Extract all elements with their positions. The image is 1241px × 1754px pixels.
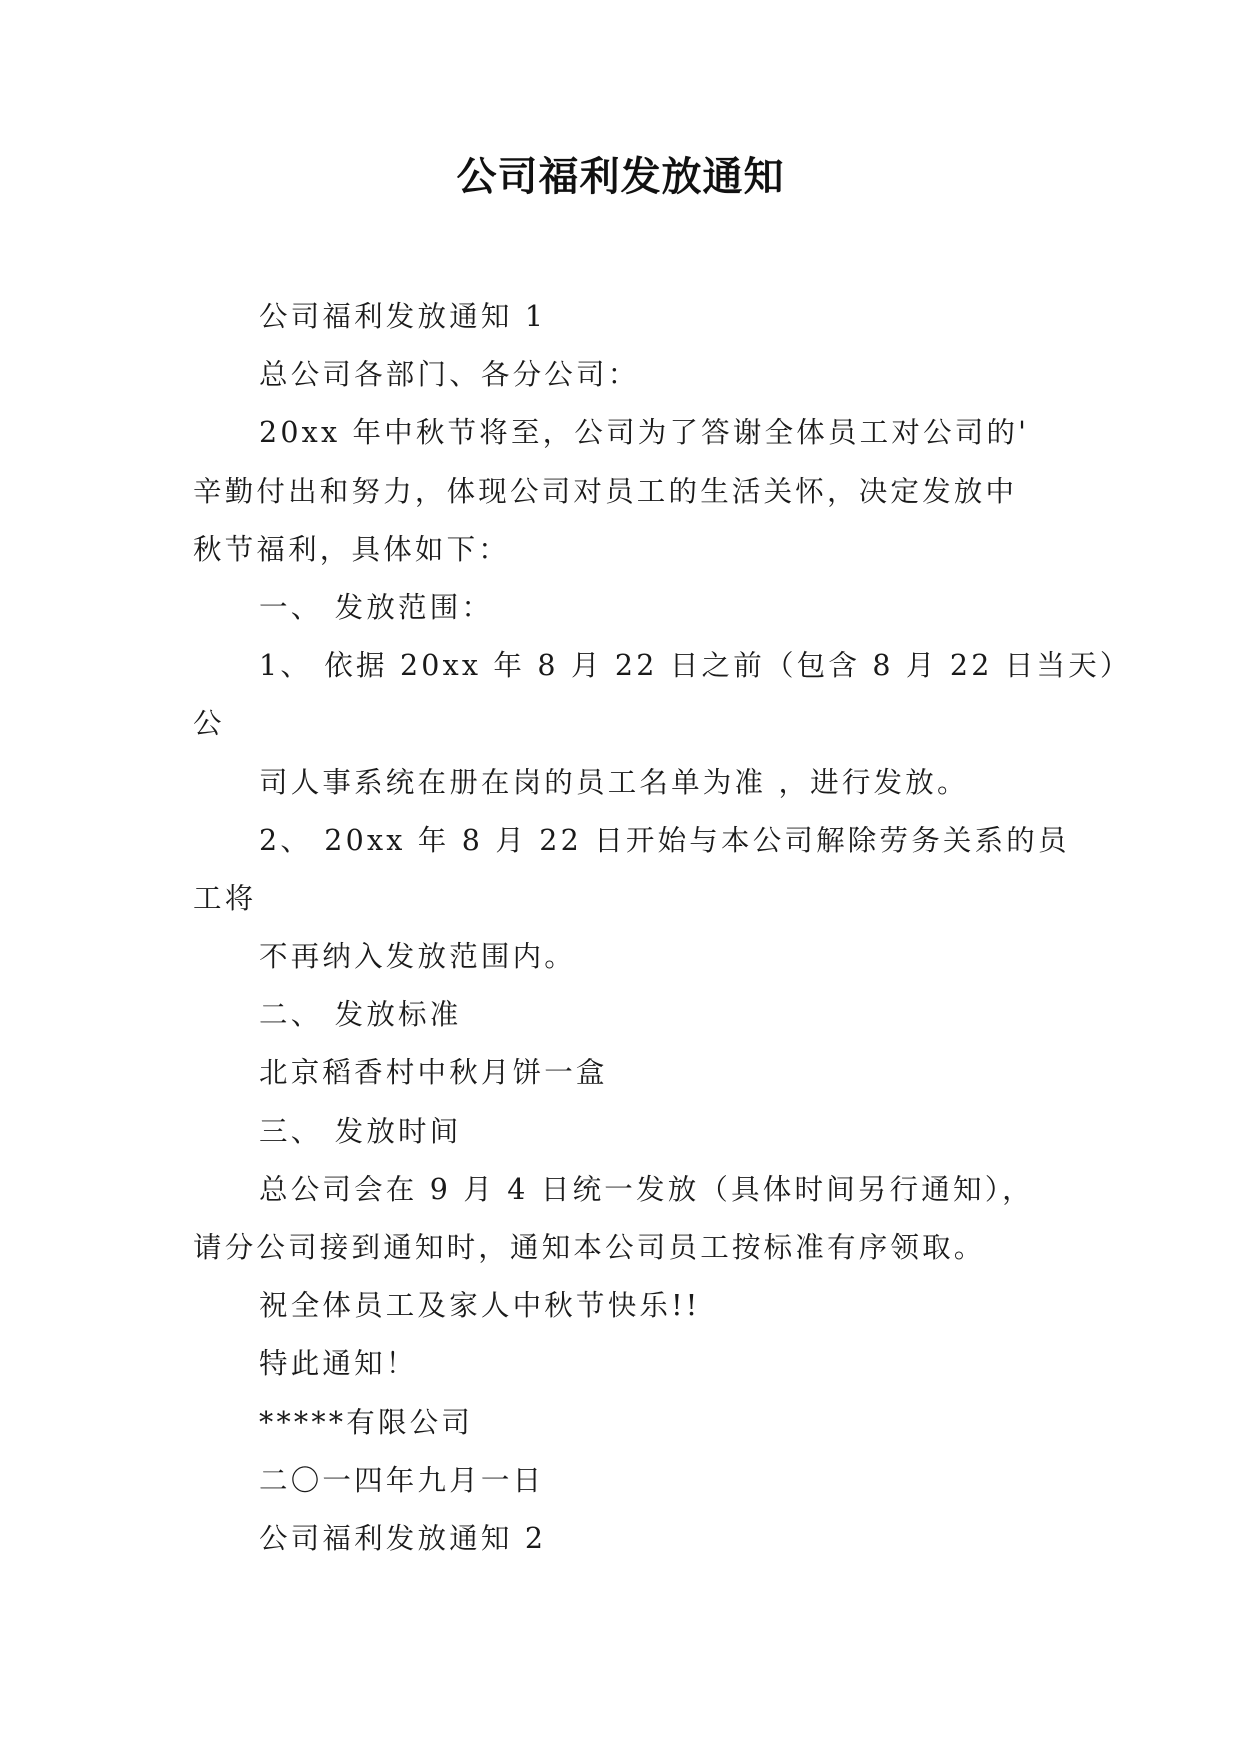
closing-notice: 特此通知！ [259,1347,418,1381]
section-heading-2: 公司福利发放通知 2 [259,1521,547,1555]
closing-greeting: 祝全体员工及家人中秋节快乐!! [259,1289,701,1323]
list-item-continuation: 公 [193,707,225,741]
document-title: 公司福利发放通知 [456,154,785,200]
section-heading-1: 公司福利发放通知 1 [259,300,547,333]
list-heading: 三、 发放时间 [259,1114,462,1148]
document-body [193,288,1132,1568]
paragraph-line: 20xx 年中秋节将至，公司为了答谢全体员工对公司的' [259,416,1030,450]
paragraph-line: 请分公司接到通知时，通知本公司员工按标准有序领取。 [193,1231,986,1264]
signature-date: 二〇一四年九月一日 [259,1463,545,1497]
list-heading: 一、 发放范围： [259,590,494,624]
list-item-continuation: 司人事系统在册在岗的员工名单为准 ，进行发放。 [259,765,969,799]
paragraph-line: 北京稻香村中秋月饼一盒 [259,1056,608,1090]
list-item-continuation: 不再纳入发放范围内。 [259,940,577,974]
list-item: 2、 20xx 年 8 月 22 日开始与本公司解除劳务关系的员 [259,823,1070,857]
list-item-continuation: 工将 [193,881,257,915]
paragraph-line: 辛勤付出和努力，体现公司对员工的生活关怀，决定发放中 [193,474,1018,508]
list-heading: 二、 发放标准 [259,998,462,1032]
signature-company: *****有限公司 [259,1405,474,1439]
salutation: 总公司各部门、各分公司： [259,358,640,392]
paragraph-line: 总公司会在 9 月 4 日统一发放（具体时间另行通知）， [259,1172,1034,1206]
list-item: 1、 依据 20xx 年 8 月 22 日之前（包含 8 月 22 日当天） [259,649,1132,683]
paragraph-line: 秋节福利，具体如下： [193,532,511,566]
